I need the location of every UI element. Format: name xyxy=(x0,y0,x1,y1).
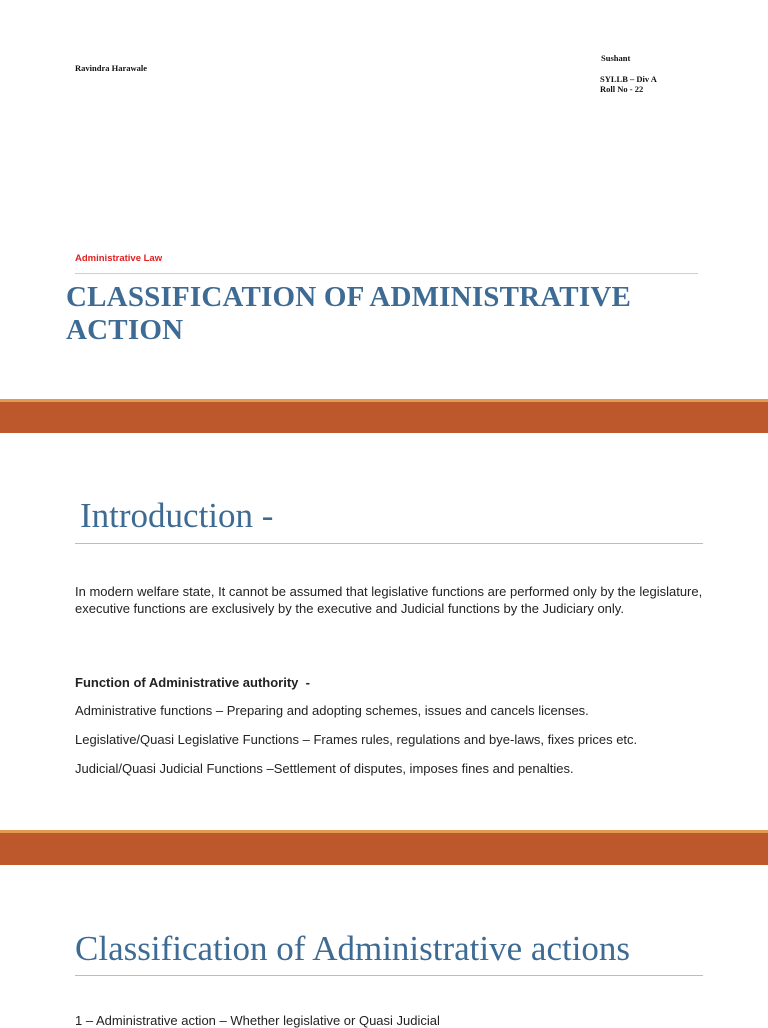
slide-separator-band xyxy=(0,399,768,433)
classification-item: 1 – Administrative action – Whether legislative or Quasi Judicial xyxy=(75,1013,440,1028)
student-roll-line: Roll No - 22 xyxy=(600,84,644,94)
function-item-administrative: Administrative functions – Preparing and adopting schemes, issues and cancels licenses. xyxy=(75,703,589,718)
classification-divider xyxy=(75,975,703,976)
introduction-divider xyxy=(75,543,703,544)
student-details xyxy=(600,74,657,94)
classification-heading: Classification of Administrative actions xyxy=(75,929,631,968)
functions-heading: Function of Administrative authority - xyxy=(75,675,310,690)
function-item-legislative: Legislative/Quasi Legislative Functions – Frames rules, regulations and bye-laws, fixes prices etc. xyxy=(75,732,638,747)
introduction-paragraph: In modern welfare state, It cannot be assumed that legislative functions are performed only by the legislature, executive functions are exclusively by the executive and Judicial functions by the Judiciary only. xyxy=(75,584,703,616)
student-class-line: SYLLB – Div A xyxy=(600,74,657,84)
function-item-judicial: Judicial/Quasi Judicial Functions –Settlement of disputes, imposes fines and penalties. xyxy=(75,761,574,776)
subject-divider xyxy=(75,273,698,274)
author-name: Ravindra Harawale xyxy=(75,63,148,73)
student-name: Sushant xyxy=(601,53,631,63)
introduction-heading: Introduction - xyxy=(80,496,274,535)
slide-title: CLASSIFICATION OF ADMINISTRATIVE ACTION xyxy=(66,281,632,346)
subject-label: Administrative Law xyxy=(75,253,163,264)
slide-separator-band xyxy=(0,830,768,865)
